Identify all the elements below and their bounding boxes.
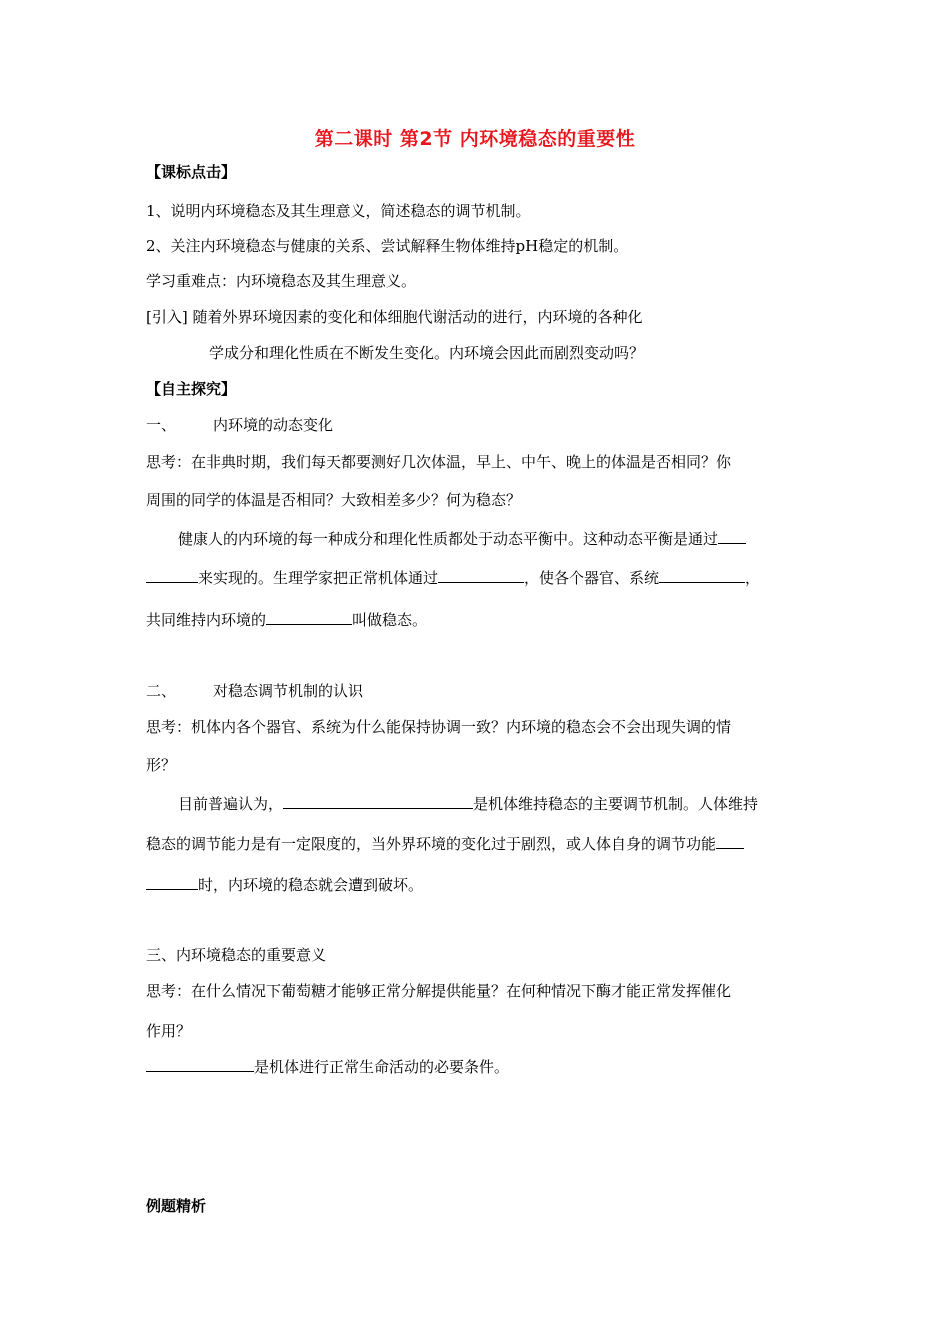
section-1-text-e: 共同维持内环境的	[146, 611, 267, 629]
section-3-title: 三、内环境稳态的重要意义	[146, 946, 327, 964]
objective-2: 2、关注内环境稳态与健康的关系、尝试解释生物体维持pH稳定的机制。	[146, 237, 629, 255]
section-2-title: 对稳态调节机制的认识	[213, 682, 364, 700]
section-3-text-a: 是机体进行正常生命活动的必要条件。	[254, 1058, 510, 1076]
curriculum-header: 【课标点击】	[146, 163, 237, 181]
self-study-header: 【自主探究】	[146, 380, 237, 398]
section-1-paragraph-line-3	[146, 610, 427, 630]
section-2-paragraph-line-1	[178, 794, 758, 814]
section-3-think-line-1: 思考：在什么情况下葡萄糖才能够正常分解提供能量？在何种情况下酶才能正常发挥催化	[146, 982, 732, 1000]
examples-header: 例题精析	[146, 1197, 207, 1215]
fill-blank-1b[interactable]	[146, 568, 198, 583]
section-2-text-d: 时，内环境的稳态就会遭到破坏。	[198, 876, 424, 894]
fill-blank-4[interactable]	[266, 610, 352, 625]
fill-blank-3[interactable]	[659, 568, 745, 583]
fill-blank-5[interactable]	[283, 794, 473, 809]
section-3-paragraph	[146, 1057, 509, 1077]
fill-blank-6a[interactable]	[716, 834, 744, 849]
section-1-text-f: 叫做稳态。	[352, 611, 428, 629]
fill-blank-6b[interactable]	[146, 875, 198, 890]
section-1-text-a: 健康人的内环境的每一种成分和理化性质都处于动态平衡中。这种动态平衡是通过	[178, 530, 719, 548]
section-2-text-a: 目前普遍认为，	[178, 795, 284, 813]
objective-1: 1、说明内环境稳态及其生理意义，简述稳态的调节机制。	[146, 202, 531, 220]
key-points: 学习重难点：内环境稳态及其生理意义。	[146, 272, 417, 290]
section-1-paragraph-line-1	[178, 529, 746, 549]
section-1-paragraph-line-2	[146, 568, 760, 588]
section-1-text-c: ，使各个器官、系统	[524, 569, 660, 587]
fill-blank-7[interactable]	[146, 1057, 254, 1072]
section-2-paragraph-line-3	[146, 875, 423, 895]
section-2-number: 二、	[146, 682, 177, 700]
section-2-paragraph-line-2	[146, 834, 744, 854]
section-3-think-line-2: 作用？	[146, 1022, 192, 1040]
intro-line-1: [引入] 随着外界环境因素的变化和体细胞代谢活动的进行，内环境的各种化	[146, 308, 643, 326]
section-1-number: 一、	[146, 416, 177, 434]
section-2-think-line-2: 形？	[146, 756, 177, 774]
section-2-think-line-1: 思考：机体内各个器官、系统为什么能保持协调一致？内环境的稳态会不会出现失调的情	[146, 718, 732, 736]
section-1-title: 内环境的动态变化	[213, 416, 334, 434]
fill-blank-2[interactable]	[438, 568, 524, 583]
section-1-think-line-1: 思考：在非典时期，我们每天都要测好几次体温，早上、中午、晚上的体温是否相同？你	[146, 453, 732, 471]
fill-blank-1a[interactable]	[718, 529, 746, 544]
section-2-text-b: 是机体维持稳态的主要调节机制。人体维持	[473, 795, 759, 813]
section-1-think-line-2: 周围的同学的体温是否相同？大致相差多少？何为稳态？	[146, 491, 522, 509]
section-1-text-b: 来实现的。生理学家把正常机体通过	[198, 569, 439, 587]
section-2-text-c: 稳态的调节能力是有一定限度的，当外界环境的变化过于剧烈，或人体自身的调节功能	[146, 835, 717, 853]
intro-line-2: 学成分和理化性质在不断发生变化。内环境会因此而剧烈变动吗？	[209, 344, 645, 362]
section-1-text-d: ，	[745, 569, 761, 587]
page-title: 第二课时 第2节 内环境稳态的重要性	[314, 128, 636, 150]
